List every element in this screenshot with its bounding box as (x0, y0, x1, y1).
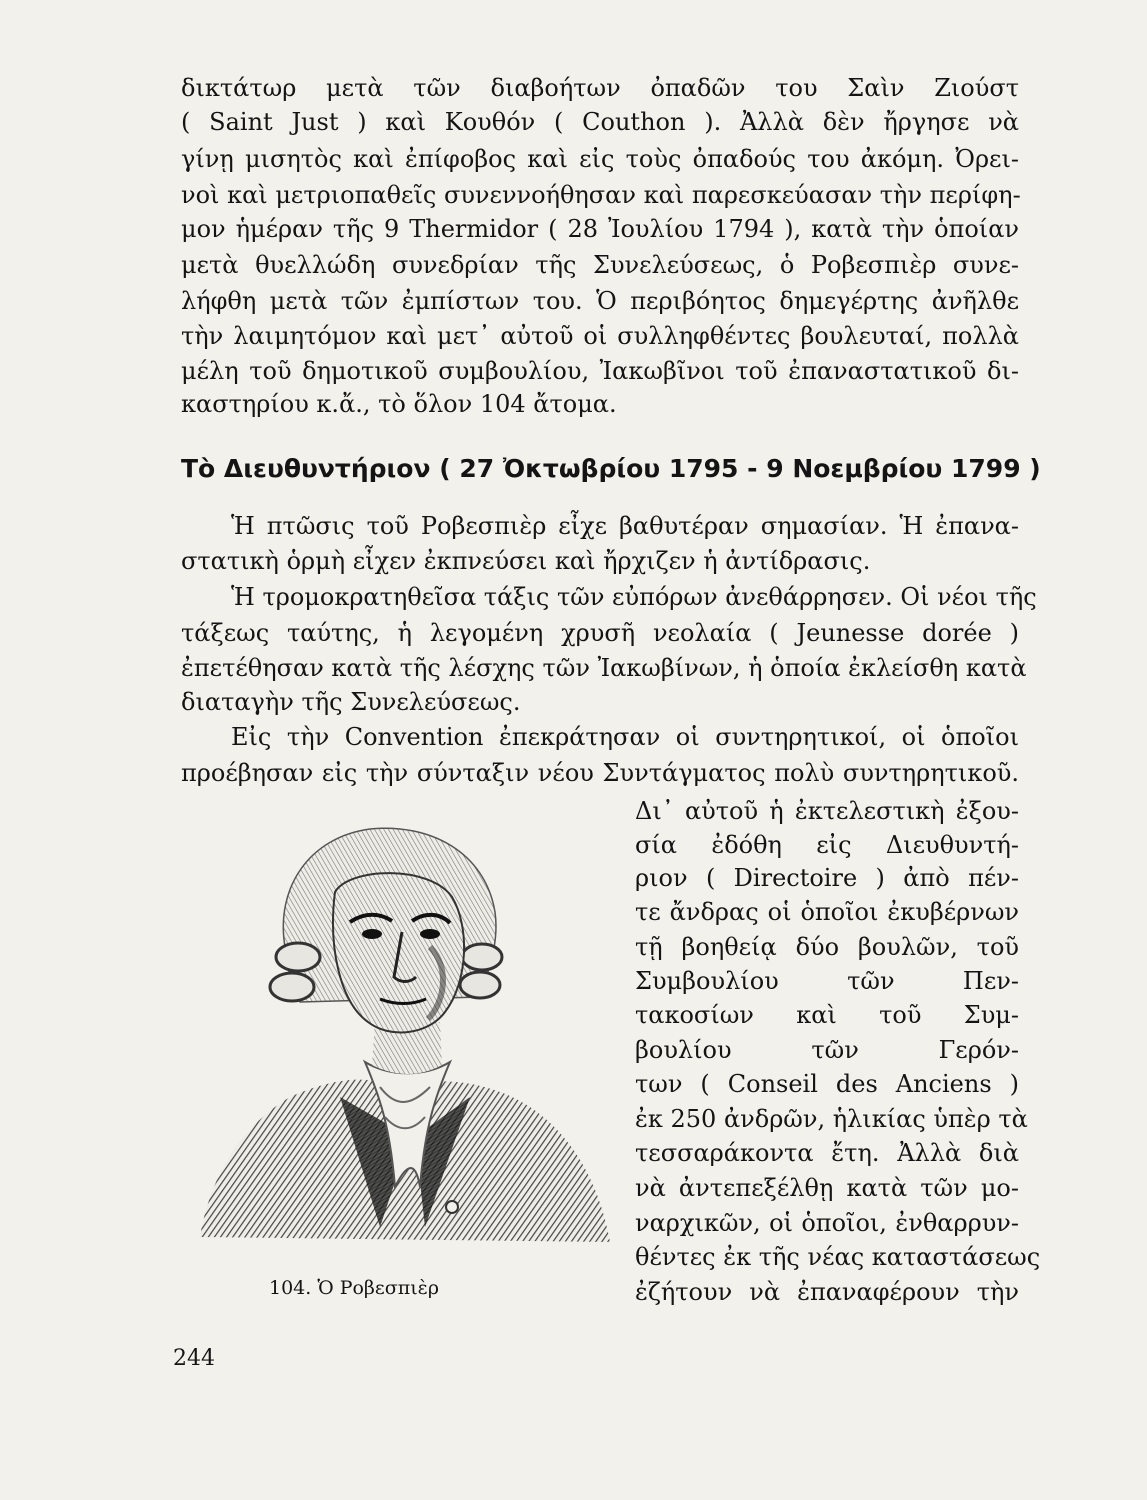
text-line: τῇ βοηθείᾳ δύο βουλῶν, τοῦ (635, 933, 1019, 961)
section-heading: Τὸ Διευθυντήριον ( 27 Ὀκτωβρίου 1795 - 9 Νοεμβρίου 1799 ) (181, 454, 1041, 483)
text-line: τε ἄνδρας οἱ ὁποῖοι ἐκυβέρνων (635, 898, 1019, 926)
text-line: προέβησαν εἰς τὴν σύνταξιν νέου Συντάγματος πολὺ συντηρητικοῦ. (181, 759, 1019, 787)
page-number: 244 (173, 1346, 215, 1371)
text-line: διαταγὴν τῆς Συνελεύσεως. (181, 688, 521, 716)
text-line: τὴν λαιμητόμον καὶ μετ᾽ αὐτοῦ οἱ συλληφθέντες βουλευταί, πολλὰ (181, 322, 1019, 350)
text-line: καστηρίου κ.ἄ., τὸ ὅλον 104 ἄτομα. (181, 390, 617, 418)
text-line: Δι᾽ αὐτοῦ ἡ ἐκτελεστικὴ ἐξου- (635, 797, 1019, 825)
text-line: τακοσίων καὶ τοῦ Συμ- (635, 1001, 1019, 1029)
text-line: σία ἐδόθη εἰς Διευθυντή- (635, 831, 1019, 859)
text-line: ἐπετέθησαν κατὰ τῆς λέσχης τῶν Ἰακωβίνων, ἡ ὁποία ἐκλείσθη κατὰ (181, 654, 1027, 682)
text-line: μέλη τοῦ δημοτικοῦ συμβουλίου, Ἰακωβῖνοι τοῦ ἐπαναστατικοῦ δι- (181, 357, 1019, 385)
robespierre-portrait-engraving (180, 797, 625, 1252)
text-line: Ἡ τρομοκρατηθεῖσα τάξις τῶν εὐπόρων ἀνεθάρρησεν. Οἱ νέοι τῆς (231, 583, 1037, 611)
text-line: Εἰς τὴν Convention ἐπεκράτησαν οἱ συντηρητικοί, οἱ ὁποῖοι (231, 723, 1019, 751)
text-line: ριον ( Directoire ) ἀπὸ πέν- (635, 864, 1019, 892)
portrait-figure (180, 797, 625, 1252)
text-line: των ( Conseil des Anciens ) (635, 1070, 1019, 1098)
text-line: λήφθη μετὰ τῶν ἐμπίστων του. Ὁ περιβόητος δημεγέρτης ἀνῆλθε (181, 287, 1019, 315)
text-line: ( Saint Just ) καὶ Κουθόν ( Couthon ). Ἀλλὰ δὲν ἤργησε νὰ (181, 108, 1019, 136)
text-line: θέντες ἐκ τῆς νέας καταστάσεως (635, 1243, 1041, 1271)
figure-caption: 104. Ὁ Ροβεσπιὲρ (269, 1277, 440, 1299)
text-line: βουλίου τῶν Γερόν- (635, 1036, 1019, 1064)
text-line: δικτάτωρ μετὰ τῶν διαβοήτων ὀπαδῶν του Σαὶν Ζιούστ (181, 74, 1019, 102)
text-line: στατικὴ ὁρμὴ εἶχεν ἐκπνεύσει καὶ ἤρχιζεν ἡ ἀντίδρασις. (181, 547, 871, 575)
text-line: Συμβουλίου τῶν Πεν- (635, 967, 1019, 995)
text-line: ναρχικῶν, οἱ ὁποῖοι, ἐνθαρρυν- (635, 1209, 1019, 1237)
text-line: Ἡ πτῶσις τοῦ Ροβεσπιὲρ εἶχε βαθυτέραν σημασίαν. Ἡ ἐπανα- (231, 512, 1019, 540)
text-line: τάξεως ταύτης, ἡ λεγομένη χρυσῆ νεολαία ( Jeunesse dorée ) (181, 619, 1019, 647)
text-line: τεσσαράκοντα ἔτη. Ἀλλὰ διὰ (635, 1139, 1019, 1167)
text-line: γίνῃ μισητὸς καὶ ἐπίφοβος καὶ εἰς τοὺς ὀπαδούς του ἀκόμη. Ὀρει- (181, 145, 1019, 173)
text-line: μον ἡμέραν τῆς 9 Thermidor ( 28 Ἰουλίου 1794 ), κατὰ τὴν ὁποίαν (181, 215, 1019, 243)
text-line: νοὶ καὶ μετριοπαθεῖς συνεννοήθησαν καὶ παρεσκεύασαν τὴν περίφη- (181, 181, 1021, 209)
text-line: ἐκ 250 ἀνδρῶν, ἡλικίας ὑπὲρ τὰ (635, 1105, 1028, 1133)
text-line: νὰ ἀντεπεξέλθῃ κατὰ τῶν μο- (635, 1174, 1019, 1202)
text-line: μετὰ θυελλώδη συνεδρίαν τῆς Συνελεύσεως, ὁ Ροβεσπιὲρ συνε- (181, 251, 1019, 279)
text-line: ἐζήτουν νὰ ἐπαναφέρουν τὴν (635, 1278, 1019, 1306)
